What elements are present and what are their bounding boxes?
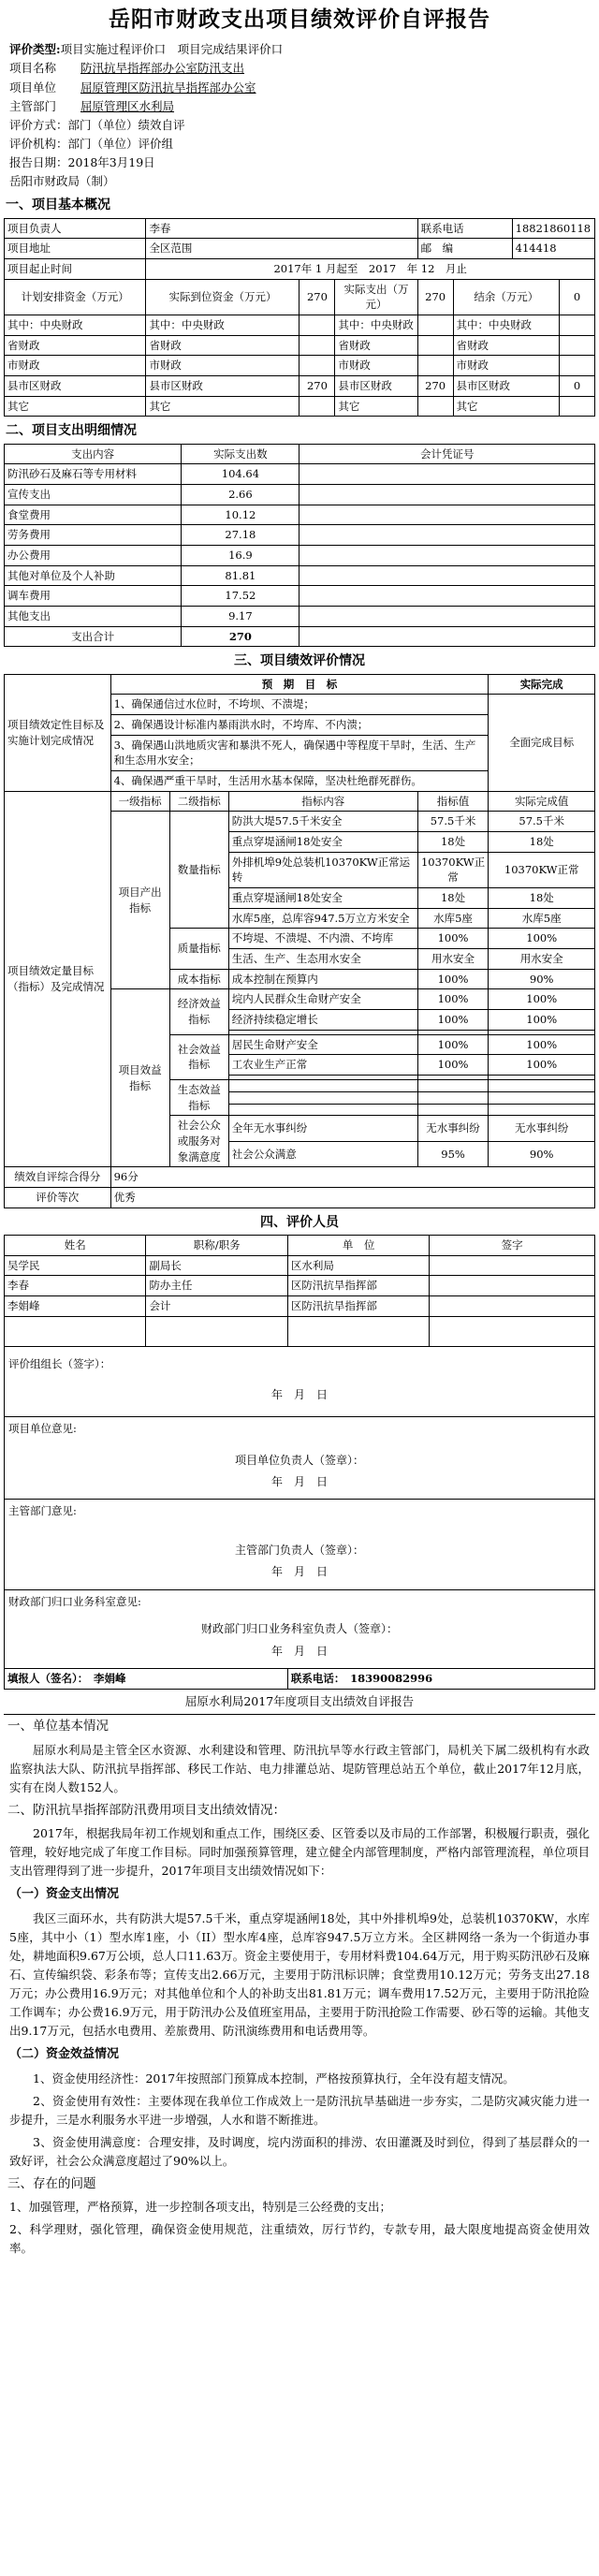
fund-balance-cell: 其中：中央财政: [453, 315, 560, 336]
indicator-content: 重点穿堤涵闸18处安全: [228, 888, 417, 909]
indicator-content: 生活、生产、生态用水安全: [228, 949, 417, 970]
expense-voucher: [300, 464, 595, 485]
goal-header: 预 期 目 标: [110, 674, 489, 695]
indicator-content: [228, 1080, 417, 1092]
fund-balance-value: [560, 315, 595, 336]
fund-actual-value: [300, 335, 335, 356]
fund-actual-value: 270: [300, 376, 335, 397]
expense-amount: 16.9: [182, 546, 300, 566]
indicator-content: 成本控制在预算内: [228, 969, 417, 989]
indicator-actual: [489, 1091, 595, 1104]
evaluator-unit-header: 单 位: [287, 1236, 429, 1256]
evaluator-title: 会计: [146, 1296, 287, 1317]
evaluator-unit: 区防汛抗旱指挥部: [287, 1276, 429, 1296]
evaluator-name: 吴学民: [5, 1255, 146, 1276]
fund-actual-cell: 其它: [146, 396, 300, 417]
indicator-value: 100%: [417, 969, 489, 989]
evaluator-unit: 区防汛抗旱指挥部: [287, 1296, 429, 1317]
indicator-value: 100%: [417, 1010, 489, 1031]
finance-opinion-date: 年 月 日: [270, 1644, 328, 1658]
indicator-value: 100%: [417, 1055, 489, 1076]
indicator-value: 95%: [417, 1141, 489, 1167]
evaluator-name: 李春: [5, 1276, 146, 1296]
dept-leader-sign: 主管部门负责人（签章）：: [234, 1543, 364, 1557]
evaluator-sign-header: 签字: [430, 1236, 595, 1256]
fund-balance-cell: 县市区财政: [453, 376, 560, 397]
score-value: 96分: [110, 1167, 594, 1188]
zip-label: 邮 编: [417, 239, 512, 259]
expense-row: [5, 546, 595, 566]
expense-voucher: [300, 525, 595, 546]
unit-opinion-label: 项目单位意见:: [8, 1421, 77, 1435]
dept-opinion-label: 主管部门意见:: [8, 1504, 77, 1518]
spent-total: 270: [417, 279, 453, 315]
indicator-value: 100%: [417, 929, 489, 949]
effect-label: 项目效益指标: [110, 989, 169, 1167]
blank-cell: [430, 1316, 595, 1346]
blank-cell: [146, 1316, 287, 1346]
report-h3: （一）资金支出情况: [9, 1887, 120, 1902]
num-label: 数量指标: [169, 812, 228, 929]
indicator-content: 垸内人民群众生命财产安全: [228, 989, 417, 1010]
expense-row: [5, 485, 595, 505]
fund-row: [5, 315, 595, 336]
indicator-actual: 100%: [489, 1010, 595, 1031]
fund-balance-cell: 省财政: [453, 335, 560, 356]
indicator-actual: [489, 1080, 595, 1092]
indicator-value: 用水安全: [417, 949, 489, 970]
report-p4c: 3、资金使用满意度：合理安排，及时调度，垸内涝面积的排涝、农田灌溉及时到位，得到了基层群众的一致好评，社会公众满意度超过了90%以上。: [9, 2134, 590, 2168]
indicator-content: [228, 1104, 417, 1116]
leader-label: 项目负责人: [5, 218, 146, 239]
report-title: 屈原水利局2017年度项目支出绩效自评报告: [4, 1690, 595, 1715]
fund-spent-value: 270: [417, 376, 453, 397]
expense-amount: 9.17: [182, 607, 300, 627]
cost-label: 成本指标: [169, 969, 228, 989]
l2-header: 二级指标: [169, 791, 228, 812]
eval-method: 评价方式：部门（单位）绩效自评: [9, 117, 185, 132]
evaluator-sign[interactable]: [430, 1276, 595, 1296]
indicator-actual: 18处: [489, 888, 595, 909]
indicator-actual: 100%: [489, 989, 595, 1010]
expense-content: 调车费用: [5, 586, 182, 607]
leader-sign-label: 评价组组长（签字）：: [8, 1356, 111, 1370]
indicator-content: 不垮堤、不溃堤、不内溃、不垮库: [228, 929, 417, 949]
sec4-title: 四、评价人员: [260, 1214, 339, 1230]
fund-spent-cell: 省财政: [335, 335, 417, 356]
fund-row: [5, 335, 595, 356]
fund-spent-value: [417, 335, 453, 356]
evaluator-unit: 区水利局: [287, 1255, 429, 1276]
indicator-value: 100%: [417, 1034, 489, 1055]
sec3-title: 三、项目绩效评价情况: [234, 653, 365, 669]
addr-value: 全区范围: [146, 239, 417, 259]
indicator-actual: 水库5座: [489, 908, 595, 929]
expense-total: 270: [182, 626, 300, 647]
indicator-content: 社会公众满意: [228, 1141, 417, 1167]
fund-plan-cell: 县市区财政: [5, 376, 146, 397]
dept-opinion-date: 年 月 日: [270, 1565, 328, 1579]
actual-total: 270: [300, 279, 335, 315]
indicator-content: 水库5座，总库容947.5万立方米安全: [228, 908, 417, 929]
blank-cell: [287, 1316, 429, 1346]
qual-label: 质量指标: [169, 929, 228, 969]
goal-done: 全面完成目标: [489, 695, 595, 791]
satis-label: 社会公众或服务对象满意度: [169, 1116, 228, 1167]
indicator-content: 工农业生产正常: [228, 1055, 417, 1076]
leader-sign-date: 年 月 日: [270, 1388, 328, 1402]
indicator-actual: 18处: [489, 832, 595, 853]
dept-value: 屈原管理区水利局: [80, 98, 175, 113]
indicator-actual: 无水事纠纷: [489, 1116, 595, 1142]
evaluator-sign[interactable]: [430, 1296, 595, 1317]
fund-spent-value: [417, 315, 453, 336]
phone-value: 18821860118: [512, 218, 594, 239]
evaluators-table: [4, 1235, 595, 1690]
expense-content: 宣传支出: [5, 485, 182, 505]
goal-item: 2、确保遇设计标准内暴雨洪水时，不垮库、不内溃；: [110, 715, 489, 736]
report-p4a: 1、资金使用经济性：2017年按照部门预算成本控制，严格按预算执行，全年没有超支情况。: [33, 2071, 515, 2086]
page-title: 岳阳市财政支出项目绩效评价自评报告: [109, 7, 490, 32]
balance-total: 0: [560, 279, 595, 315]
expense-amount: 17.52: [182, 586, 300, 607]
fund-balance-cell: 其它: [453, 396, 560, 417]
expense-amount-header: 实际支出数: [182, 444, 300, 464]
unit-leader-sign: 项目单位负责人（签章）：: [234, 1453, 364, 1467]
expense-voucher: [300, 586, 595, 607]
fund-plan-cell: 其中：中央财政: [5, 315, 146, 336]
expense-voucher: [300, 485, 595, 505]
printer: 岳阳市财政局（制）: [9, 174, 115, 189]
evaluator-row: [5, 1255, 595, 1276]
indicator-value: 18处: [417, 832, 489, 853]
balance-header: 结余（万元）: [453, 279, 560, 315]
expense-content: 其他支出: [5, 607, 182, 627]
indicator-value: [417, 1080, 489, 1092]
indicator-actual: 90%: [489, 969, 595, 989]
basic-info-table: [4, 218, 595, 417]
output-label: 项目产出指标: [110, 812, 169, 989]
fund-actual-cell: 县市区财政: [146, 376, 300, 397]
addr-label: 项目地址: [5, 239, 146, 259]
quant-label: 项目绩效定量目标（指标）及完成情况: [5, 791, 111, 1167]
indicator-content: [228, 1091, 417, 1104]
expense-voucher-header: 会计凭证号: [300, 444, 595, 464]
fund-balance-value: [560, 396, 595, 417]
eval-type-line: [4, 40, 595, 59]
goal-item: 4、确保遇严重干旱时，生活用水基本保障，坚决杜绝群死群伤。: [110, 771, 489, 792]
expense-total-label: 支出合计: [5, 626, 182, 647]
indicator-content: 全年无水事纠纷: [228, 1116, 417, 1142]
filler-phone-cell: 联系电话： 18390082996: [287, 1669, 594, 1690]
indicator-value: 57.5千米: [417, 812, 489, 832]
project-name-line: [4, 59, 595, 78]
expense-amount: 27.18: [182, 525, 300, 546]
finance-leader-sign: 财政部门归口业务科室负责人（签章）：: [200, 1622, 398, 1636]
goal-item: 1、确保通信过水位时，不垮坝、不溃堤；: [110, 695, 489, 715]
fund-balance-value: [560, 356, 595, 376]
fund-spent-value: [417, 356, 453, 376]
fund-spent-cell: 其它: [335, 396, 417, 417]
fund-balance-value: 0: [560, 376, 595, 397]
content-header: 指标内容: [228, 791, 417, 812]
indicator-content: 经济持续稳定增长: [228, 1010, 417, 1031]
unit-opinion-cell[interactable]: [5, 1416, 595, 1499]
grade-label: 评价等次: [5, 1188, 111, 1208]
project-unit-label: 项目单位: [9, 80, 57, 95]
expense-content: 办公费用: [5, 546, 182, 566]
sec1-title: 一、项目基本概况: [6, 198, 110, 213]
evaluator-name: 李娟峰: [5, 1296, 146, 1317]
plan-header: 计划安排资金（万元）: [5, 279, 146, 315]
evaluator-row: [5, 1276, 595, 1296]
indicator-actual: 100%: [489, 1034, 595, 1055]
expense-content: 防汛砂石及麻石等专用材料: [5, 464, 182, 485]
expense-amount: 2.66: [182, 485, 300, 505]
eval-type-label: 评价类型:: [9, 42, 61, 57]
project-name-label: 项目名称: [9, 61, 57, 76]
fund-spent-cell: 市财政: [335, 356, 417, 376]
value-header: 指标值: [417, 791, 489, 812]
dept-line: [4, 97, 595, 116]
fund-actual-cell: 其中：中央财政: [146, 315, 300, 336]
indicator-value: [417, 1104, 489, 1116]
indicator-content: 居民生命财产安全: [228, 1034, 417, 1055]
expense-row: [5, 505, 595, 525]
fund-actual-value: [300, 356, 335, 376]
indicator-actual: 100%: [489, 1055, 595, 1076]
sec2-title: 二、项目支出明细情况: [6, 423, 137, 439]
report-h4: （二）资金效益情况: [9, 2046, 120, 2061]
actual-header: 实际完成值: [489, 791, 595, 812]
indicator-value: 水库5座: [417, 908, 489, 929]
finance-opinion-label: 财政部门归口业务科室意见:: [8, 1594, 141, 1608]
econ-label: 经济效益指标: [169, 989, 228, 1034]
zip-value: 414418: [512, 239, 594, 259]
report-p4b: 2、资金使用有效性：主要体现在我单位工作成效上一是防汛抗旱基础进一步夯实，二是防灾减灾能力进一步提升，三是水利服务水平进一步增强，人水和谐不断推进。: [9, 2093, 590, 2127]
indicator-value: 无水事纠纷: [417, 1116, 489, 1142]
expense-voucher: [300, 505, 595, 525]
indicator-content: 重点穿堤涵闸18处安全: [228, 832, 417, 853]
project-unit-value: 屈原管理区防汛抗旱指挥部办公室: [80, 80, 256, 95]
done-header: 实际完成: [489, 674, 595, 695]
expense-content: 其他对单位及个人补助: [5, 565, 182, 586]
expense-amount: 10.12: [182, 505, 300, 525]
fund-row: [5, 396, 595, 417]
expense-voucher: [300, 546, 595, 566]
social-label: 社会效益指标: [169, 1034, 228, 1079]
report-h2: 二、防汛抗旱指挥部防汛费用项目支出绩效情况：: [7, 1802, 285, 1818]
expense-content: 食堂费用: [5, 505, 182, 525]
fund-plan-cell: 省财政: [5, 335, 146, 356]
evaluator-sign[interactable]: [430, 1255, 595, 1276]
goal-item: 3、确保遇山洪地质灾害和暴洪不死人，确保遇中等程度干旱时，生活、生产和生态用水安全；: [110, 735, 489, 770]
grade-value: 优秀: [110, 1188, 594, 1208]
indicator-content: 外排机埠9处总装机10370KW正常运转: [228, 852, 417, 887]
expense-content-header: 支出内容: [5, 444, 182, 464]
eval-type-value: 项目实施过程评价口 项目完成结果评价口: [60, 42, 284, 57]
expense-row: [5, 586, 595, 607]
period-value: 2017年 1 月起至 2017 年 12 月止: [146, 258, 595, 279]
expense-row: [5, 607, 595, 627]
score-label: 绩效自评综合得分: [5, 1167, 111, 1188]
leader-sign-cell[interactable]: [5, 1346, 595, 1416]
project-name-value: 防汛抗旱指挥部办公室防汛支出: [80, 61, 245, 76]
expense-voucher: [300, 565, 595, 586]
report-l1: 1、加强管理，严格预算，进一步控制各项支出，特别是三公经费的支出；: [9, 2200, 391, 2215]
indicator-actual: 用水安全: [489, 949, 595, 970]
unit-opinion-date: 年 月 日: [270, 1474, 328, 1488]
expense-row: [5, 464, 595, 485]
expense-detail-table: [4, 444, 595, 648]
expense-total-voucher: [300, 626, 595, 647]
evaluator-name-header: 姓名: [5, 1236, 146, 1256]
fund-row: [5, 376, 595, 397]
fund-balance-value: [560, 335, 595, 356]
report-h5: 三、存在的问题: [7, 2175, 96, 2191]
fund-plan-cell: 其它: [5, 396, 146, 417]
finance-opinion-cell[interactable]: [5, 1589, 595, 1668]
fund-actual-value: [300, 396, 335, 417]
fund-spent-value: [417, 396, 453, 417]
indicator-value: 18处: [417, 888, 489, 909]
filler-cell: 填报人（签名）： 李娟峰: [5, 1669, 288, 1690]
evaluator-title: 副局长: [146, 1255, 287, 1276]
expense-row: [5, 525, 595, 546]
expense-row: [5, 565, 595, 586]
eval-org: 评价机构：部门（单位）评价组: [9, 136, 174, 151]
actual-header: 实际到位资金（万元）: [146, 279, 300, 315]
indicator-content: 防洪大堤57.5千米安全: [228, 812, 417, 832]
expense-content: 劳务费用: [5, 525, 182, 546]
fund-actual-value: [300, 315, 335, 336]
report-p3: 我区三面环水，共有防洪大堤57.5千米，重点穿堤涵闸18处，其中外排机埠9处，总装机10370KW，水库5座，其中小（1）型水库1座，小（II）型水库4座，总库容947.5万立方米。全区耕网络一条为一个街道办事处，耕地面积9.67万公顷，总人口11.63万。资金主要使用于，专用材料费104.64万元，用于购买防汛砂石及麻石、宣传编织袋、彩条布等；宣传支出2.66万元，主要用于防汛标识牌；食堂费用10.12万元；劳务支出27.18万元；办公费用16.9万元；对其他单位和个人的补助支出81.81万元；调车费用17.52万元，主要用于防汛抢险工作调车；办公费16.9万元，用于防汛办公及值班室用品，主要用于防汛抢险工作需要、砂石等的运输。其他支出9.17万元，包括水电费用、差旅费用、防汛演练费用和电话费用等。: [9, 1910, 590, 2038]
evaluator-title: 防办主任: [146, 1276, 287, 1296]
evaluator-row: [5, 1296, 595, 1317]
leader-value: 李春: [146, 218, 417, 239]
eco-label: 生态效益指标: [169, 1080, 228, 1116]
project-unit-line: [4, 79, 595, 97]
expense-voucher: [300, 607, 595, 627]
report-l2: 2、科学理财，强化管理，确保资金使用规范，注重绩效，厉行节约，专款专用，最大限度地提高资金使用效率。: [9, 2222, 590, 2256]
evaluator-title-header: 职称/职务: [146, 1236, 287, 1256]
expense-amount: 104.64: [182, 464, 300, 485]
fund-spent-cell: 县市区财政: [335, 376, 417, 397]
fund-balance-cell: 市财政: [453, 356, 560, 376]
performance-table: [4, 674, 595, 1208]
fund-spent-cell: 其中：中央财政: [335, 315, 417, 336]
blank-cell: [5, 1316, 146, 1346]
indicator-actual: 100%: [489, 929, 595, 949]
report-h1: 一、单位基本情况: [7, 1719, 109, 1734]
indicator-actual: 57.5千米: [489, 812, 595, 832]
fund-actual-cell: 省财政: [146, 335, 300, 356]
fund-actual-cell: 市财政: [146, 356, 300, 376]
phone-label: 联系电话: [417, 218, 512, 239]
indicator-value: [417, 1091, 489, 1104]
report-date: 报告日期：2018年3月19日: [9, 155, 155, 170]
fund-row: [5, 356, 595, 376]
goal-label: 项目绩效定性目标及实施计划完成情况: [5, 674, 111, 791]
indicator-actual: 90%: [489, 1141, 595, 1167]
dept-label: 主管部门: [9, 98, 57, 113]
report-p1: 屈原水利局是主管全区水资源、水利建设和管理、防汛抗旱等水行政主管部门，局机关下属二级机构有水政监察执法大队、防汛抗旱指挥部、移民工作站、电力排灌总站、堤防管理总站五个单位，截止2017年12月底，实有在岗人数152人。: [9, 1742, 590, 1794]
spent-header: 实际支出（万元）: [335, 279, 417, 315]
indicator-value: 10370KW正常: [417, 852, 489, 887]
indicator-value: 100%: [417, 989, 489, 1010]
period-label: 项目起止时间: [5, 258, 146, 279]
expense-amount: 81.81: [182, 565, 300, 586]
indicator-actual: [489, 1104, 595, 1116]
dept-opinion-cell[interactable]: [5, 1500, 595, 1589]
report-p2: 2017年，根据我局年初工作规划和重点工作，围绕区委、区管委以及市局的工作部署，积极履行职责，强化管理，较好地完成了年度工作目标。同时加强预算管理，建立健全内部管理制度，严格内部管理流程，单位项目支出管理得到了进一步提升，2017年项目支出绩效情况如下：: [9, 1826, 590, 1879]
l1-header: 一级指标: [110, 791, 169, 812]
fund-plan-cell: 市财政: [5, 356, 146, 376]
indicator-actual: 10370KW正常: [489, 852, 595, 887]
